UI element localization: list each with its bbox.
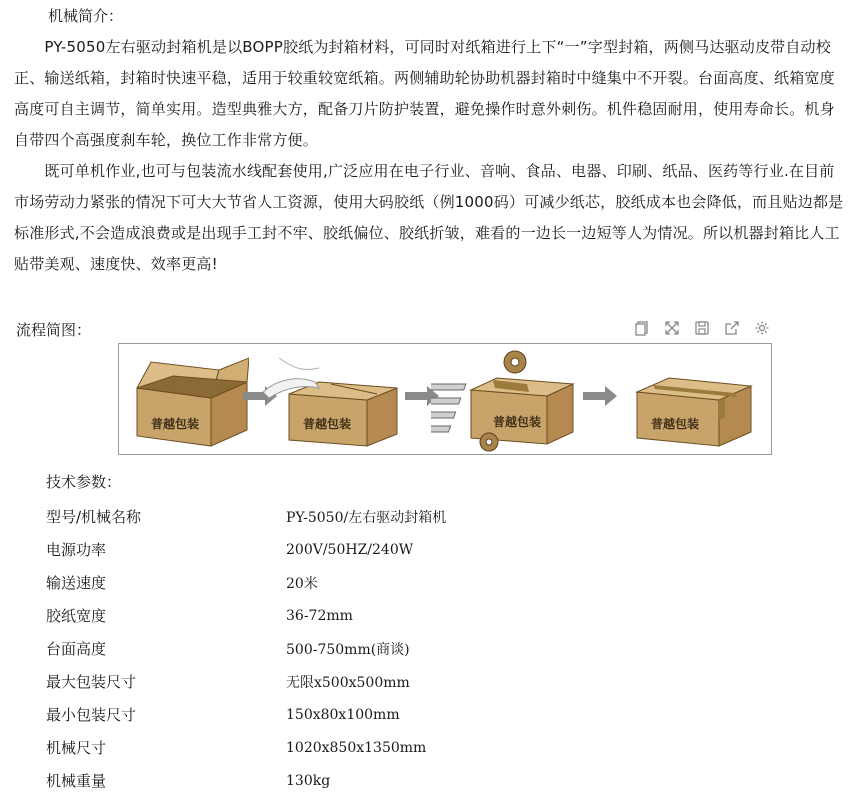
table-row [30,632,810,665]
spec-key: 最小包装尺寸 [46,706,137,724]
flow-diagram [118,343,772,455]
table-row [30,731,810,764]
spec-table [30,500,810,797]
spec-value: 36-72mm [286,607,353,624]
spec-value: 150x80x100mm [286,706,400,723]
table-row [30,698,810,731]
spec-value: 20米 [286,575,318,592]
spec-key: 最大包装尺寸 [46,673,137,691]
spec-heading: 技术参数： [46,473,122,491]
box-label: 普越包装 [651,417,700,431]
spec-key: 机械重量 [46,772,107,790]
intro-paragraph-1: PY-5050左右驱动封箱机是以BOPP胶纸为封箱材料，可同时对纸箱进行上下“一”字型封箱，两侧马达驱动皮带自动校正、输送纸箱，封箱时快速平稳，适用于较重较宽纸箱。两侧辅助轮协助机器封箱时中缝集中不开裂。台面高度、纸箱宽度高度可自主调节，简单实用。造型典雅大方，配备刀片防护装置，避免操作时意外刺伤。机件稳固耐用，使用寿命长。机身自带四个高强度刹车轮，换位工作非常方便。 [14,38,835,149]
settings-icon[interactable] [752,318,772,338]
arrow-icon [583,386,617,406]
table-row [30,665,810,698]
table-row [30,566,810,599]
flow-heading: 流程简图： [16,321,92,339]
spec-key: 胶纸宽度 [46,607,107,625]
spec-value: 无限x500x500mm [286,674,410,691]
intro-heading: 机械简介： [48,7,124,25]
intro-paragraph-2: 既可单机作业,也可与包装流水线配套使用,广泛应用在电子行业、音响、食品、电器、印刷、纸品、医药等行业.在目前市场劳动力紧张的情况下可大大节省人工资源，使用大码胶纸（例1000码）可减少纸芯，胶纸成本也会降低，而且贴边都是标准形式,不会造成浪费或是出现手工封不牢、胶纸偏位、胶纸折皱，难看的一边长一边短等人为情况。所以机器封箱比人工贴带美观、速度快、效率更高! [14,162,844,273]
box-label: 普越包装 [493,415,542,429]
expand-icon[interactable] [662,318,682,338]
spec-key: 机械尺寸 [46,739,107,757]
table-row [30,533,810,566]
table-row [30,599,810,632]
spec-value: PY-5050/左右驱动封箱机 [286,509,447,526]
copy-icon[interactable] [632,318,652,338]
box-label: 普越包装 [303,417,352,431]
folding-box-illustration [259,348,399,448]
spec-value: 130kg [286,772,331,789]
share-icon[interactable] [722,318,742,338]
box-label: 普越包装 [151,417,200,431]
spec-key: 型号/机械名称 [46,508,142,526]
table-row [30,500,810,533]
spec-value: 500-750mm(商谈) [286,641,410,658]
table-row [30,764,810,797]
taping-box-illustration [431,348,581,452]
spec-key: 台面高度 [46,640,107,658]
image-toolbar [616,318,772,344]
spec-key: 电源功率 [46,541,107,559]
spec-key: 输送速度 [46,574,107,592]
sealed-box-illustration [627,348,757,448]
spec-value: 200V/50HZ/240W [286,541,414,558]
save-icon[interactable] [692,318,712,338]
spec-value: 1020x850x1350mm [286,739,427,756]
open-box-illustration [129,348,249,448]
